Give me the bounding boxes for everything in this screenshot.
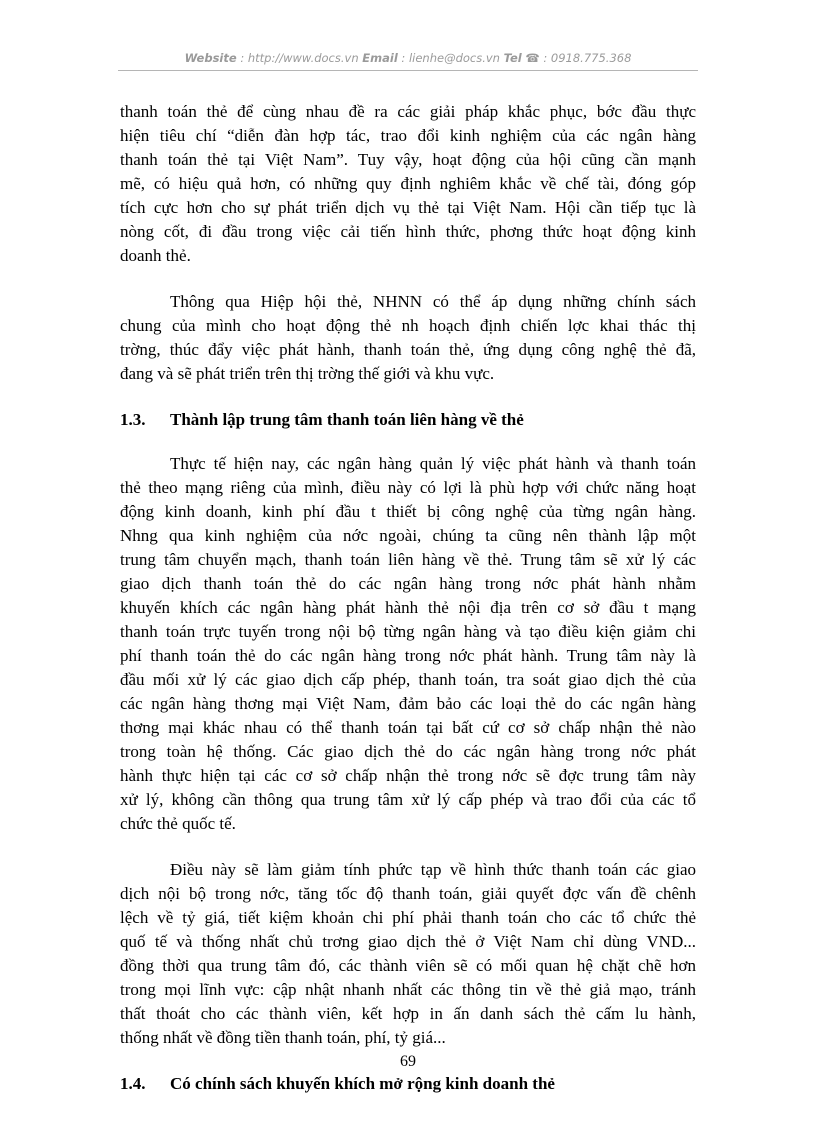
- text-line: Thực tế hiện nay, các ngân hàng quản lý việc phát hành và thanh toán: [170, 454, 696, 473]
- text-line: mẽ, có hiệu quả hơn, có những quy định nghiêm khắc về chế tài, đóng góp: [120, 174, 696, 193]
- text-line: trong mọi lĩnh vực: cập nhật nhanh nhất các thông tin về thẻ giả mạo, tránh: [120, 980, 696, 999]
- section-title: Có chính sách khuyến khích mở rộng kinh doanh thẻ: [170, 1074, 555, 1093]
- text-line: trờng, thúc đẩy việc phát hành, thanh toán thẻ, ứng dụng công nghệ thẻ đã,: [120, 340, 696, 359]
- text-line: lệch về tỷ giá, tiết kiệm khoản chi phí phải thanh toán cho các tổ chức thẻ: [120, 908, 696, 927]
- text-line: tích cực hơn cho sự phát triển dịch vụ thẻ tại Việt Nam. Hội cần tiếp tục là: [120, 198, 696, 217]
- page-content: [120, 100, 696, 1116]
- paragraph-1: [120, 100, 696, 268]
- text-line: xử lý, không cần thông qua trung tâm xử lý cấp phép và trao đổi của các tổ: [120, 790, 696, 809]
- section-heading-1-3: [120, 408, 696, 432]
- section-title: Thành lập trung tâm thanh toán liên hàng về thẻ: [170, 410, 524, 429]
- text-line: trong toàn hệ thống. Các giao dịch thẻ do các ngân hàng trong nớc phát: [120, 742, 696, 761]
- text-line: hiện tiêu chí “diễn đàn hợp tác, trao đổi kinh nghiệm của các ngân hàng: [120, 126, 696, 145]
- page-number: 69: [400, 1053, 416, 1070]
- text-line: đầu mối xử lý các giao dịch cấp phép, thanh toán, tra soát giao dịch thẻ của: [120, 670, 696, 689]
- text-line: thanh toán thẻ để cùng nhau đề ra các giải pháp khắc phục, bớc đầu thực: [120, 102, 696, 121]
- text-line: Thông qua Hiệp hội thẻ, NHNN có thể áp dụng những chính sách: [170, 292, 696, 311]
- text-line: quố tế và thống nhất chủ trơng giao dịch thẻ ở Việt Nam chỉ dùng VND...: [120, 932, 696, 951]
- header-divider: [118, 70, 698, 71]
- text-line: Nhng qua kinh nghiệm của nớc ngoài, chúng ta cũng nên thành lập một: [120, 526, 696, 545]
- text-line: Điều này sẽ làm giảm tính phức tạp về hình thức thanh toán các giao: [170, 860, 696, 879]
- text-line: phí thanh toán thẻ do các ngân hàng trong nớc phát hành. Trung tâm này là: [120, 646, 696, 665]
- text-line: thanh toán thẻ tại Việt Nam”. Tuy vậy, hoạt động của hội cũng cần mạnh: [120, 150, 696, 169]
- text-line: thống nhất về đồng tiền thanh toán, phí, tỷ giá...: [120, 1028, 446, 1047]
- section-number: 1.4.: [120, 1074, 146, 1093]
- text-line: trung tâm chuyển mạch, thanh toán liên hàng về thẻ. Trung tâm sẽ xử lý các: [120, 550, 696, 569]
- paragraph-4: [120, 858, 696, 1050]
- paragraph-3: [120, 452, 696, 836]
- text-line: giao dịch thanh toán thẻ do các ngân hàng trong nớc phát hành nhằm: [120, 574, 696, 593]
- text-line: đồng thời qua trung tâm đó, các thành viên sẽ có mối quan hệ chặt chẽ hơn: [120, 956, 696, 975]
- text-line: doanh thẻ.: [120, 246, 191, 265]
- section-number: 1.3.: [120, 410, 146, 429]
- page-header: [120, 51, 696, 65]
- paragraph-2: [120, 290, 696, 386]
- text-line: chức thẻ quốc tế.: [120, 814, 236, 833]
- header-tel-value: ☎ : 0918.775.368: [525, 51, 632, 65]
- header-email-value: : lienhe@docs.vn: [401, 51, 500, 65]
- header-tel-label: Tel: [503, 51, 522, 65]
- text-line: các ngân hàng thơng mại Việt Nam, đảm bảo các loại thẻ do các ngân hàng: [120, 694, 696, 713]
- text-line: thơng mại khác nhau có thể thanh toán tại bất cứ cơ sở chấp nhận thẻ nào: [120, 718, 696, 737]
- header-website-label: Website: [184, 51, 237, 65]
- text-line: nòng cốt, đi đầu trong việc cải tiến hình thức, phơng thức hoạt động kinh: [120, 222, 696, 241]
- text-line: dịch nội bộ trong nớc, tăng tốc độ thanh toán, giải quyết đợc vấn đề chênh: [120, 884, 696, 903]
- text-line: động kinh doanh, kinh phí đầu t thiết bị công nghệ của từng ngân hàng.: [120, 502, 696, 521]
- text-line: khuyến khích các ngân hàng phát hành thẻ nội địa trên cơ sở đầu t mạng: [120, 598, 696, 617]
- text-line: chung của mình cho hoạt động thẻ nh hoạch định chiến lợc khai thác thị: [120, 316, 696, 335]
- text-line: hành thực hiện tại các cơ sở chấp nhận thẻ trong nớc sẽ đợc trung tâm này: [120, 766, 696, 785]
- text-line: thẻ theo mạng riêng của mình, điều này có lợi là phù hợp với chức năng hoạt: [120, 478, 696, 497]
- header-website-value: : http://www.docs.vn: [240, 51, 359, 65]
- text-line: thanh toán trực tuyến trong nội bộ từng ngân hàng và tạo điều kiện giảm chi: [120, 622, 696, 641]
- header-email-label: Email: [362, 51, 398, 65]
- text-line: thất thoát cho các thành viên, kết hợp in ấn danh sách thẻ cấm lu hành,: [120, 1004, 696, 1023]
- section-heading-1-4: [120, 1072, 696, 1096]
- text-line: đang và sẽ phát triển trên thị trờng thế giới và khu vực.: [120, 364, 495, 383]
